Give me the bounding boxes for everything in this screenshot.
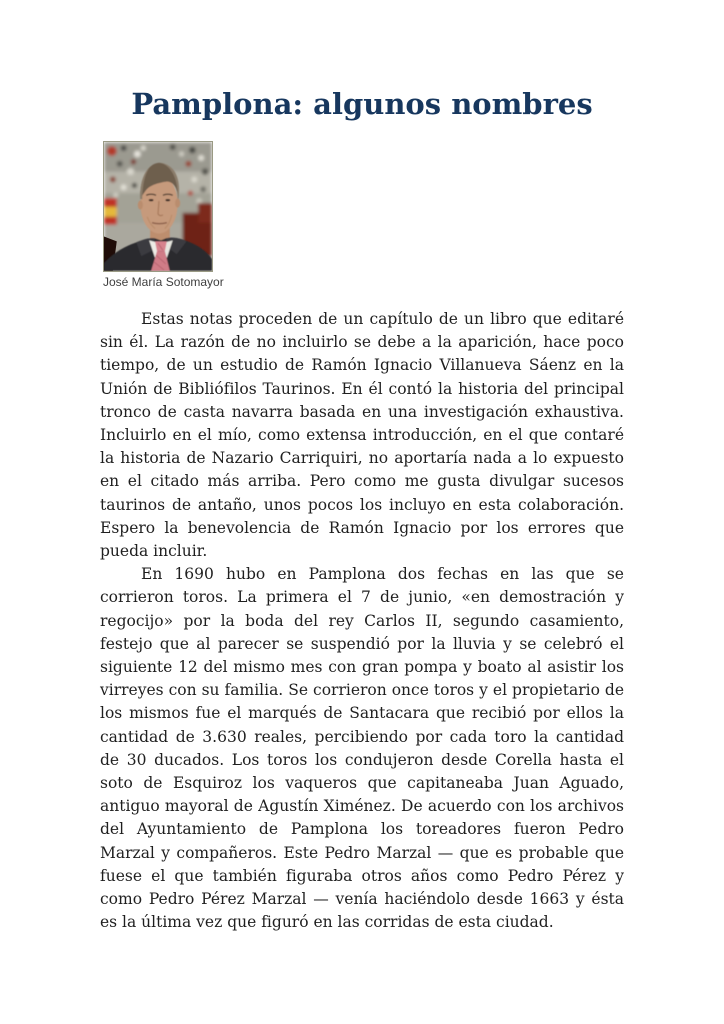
- photo-caption: José María Sotomayor: [103, 275, 224, 289]
- paragraph-1: Estas notas proceden de un capítulo de un libro que editaré sin él. La razón de no incluirlo se debe a la aparición, hace poco tiempo, de un estudio de Ramón Ignacio Villanueva Sáenz en la Unión de Bibliófilos Taurinos. En él contó la historia del principal tronco de casta navarra basada en una investigación exhaustiva. Incluirlo en el mío, como extensa introducción, en el que contaré la historia de Nazario Carriquiri, no aportaría nada a lo expuesto en el citado más arriba. Pero como me gusta divulgar sucesos taurinos de antaño, unos pocos los incluyo en esta colaboración. Espero la benevolencia de Ramón Ignacio por los errores que pueda incluir.: [100, 310, 624, 561]
- page-title: Pamplona: algunos nombres: [131, 87, 593, 121]
- spanish-flag: [104, 198, 117, 225]
- paragraph-2: En 1690 hubo en Pamplona dos fechas en las que se corrieron toros. La primera el 7 de junio, «en demostración y regocijo» por la boda del rey Carlos II, segundo casamiento, festejo que al parecer se suspendió por la lluvia y se celebró el siguiente 12 del mismo mes con gran pompa y boato al asistir los virreyes con su familia. Se corrieron once toros y el propietario de los mismos fue el marqués de Santacara que recibió por ellos la cantidad de 3.630 reales, percibiendo por cada toro la cantidad de 30 ducados. Los toros los condujeron desde Corella hasta el soto de Esquiroz los vaqueros que capitaneaba Juan Aguado, antiguo mayoral de Agustín Ximénez. De acuerdo con los archivos del Ayuntamiento de Pamplona los toreadores fueron Pedro Marzal y compañeros. Este Pedro Marzal — que es probable que fuese el que también figuraba otros años como Pedro Pérez y como Pedro Pérez Marzal — venía haciéndolo desde 1663 y ésta es la última vez que figuró en las corridas de esta ciudad.: [100, 565, 624, 932]
- portrait-figure: [103, 141, 224, 289]
- bullring-portrait-image: [103, 141, 213, 272]
- article-body: [100, 308, 624, 934]
